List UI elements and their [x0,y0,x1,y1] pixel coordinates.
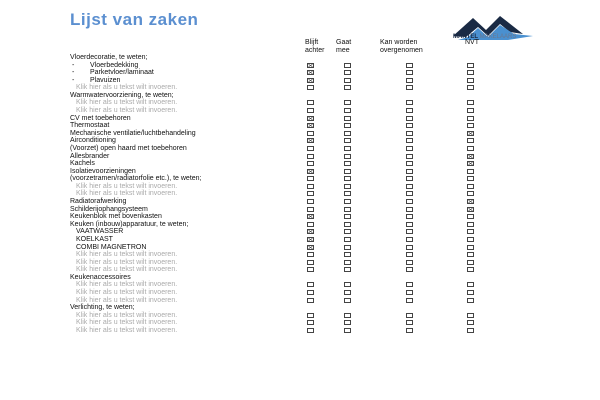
checkbox-kan-worden-overgenomen[interactable] [406,138,413,143]
checkbox-gaat-mee[interactable] [344,199,351,204]
item-label: CV met toebehoren [70,114,131,122]
checkbox-kan-worden-overgenomen[interactable] [406,252,413,257]
item-label: Thermostaat [70,122,110,130]
checkbox-nvt[interactable] [467,260,474,265]
checkbox-blijft-achter[interactable] [307,267,314,272]
checkbox-blijft-achter[interactable] [307,199,314,204]
text-input-placeholder[interactable]: Klik hier als u tekst wilt invoeren. [76,281,178,289]
checkbox-nvt[interactable] [467,138,474,143]
item-label: Allesbrander [70,152,110,160]
checkbox-gaat-mee[interactable] [344,100,351,105]
bullet-dash: - [72,69,75,77]
checkbox-gaat-mee[interactable] [344,131,351,136]
checkbox-nvt[interactable] [467,199,474,204]
page-title: Lijst van zaken [70,10,199,29]
checkbox-nvt[interactable] [467,207,474,212]
checkbox-nvt[interactable] [467,290,474,295]
checkbox-gaat-mee[interactable] [344,328,351,333]
checkbox-nvt[interactable] [467,123,474,128]
checkbox-nvt[interactable] [467,237,474,242]
checkbox-kan-worden-overgenomen[interactable] [406,222,413,227]
checkbox-gaat-mee[interactable] [344,298,351,303]
checkbox-kan-worden-overgenomen[interactable] [406,245,413,250]
item-label: Airconditioning [70,137,116,145]
checkbox-blijft-achter[interactable] [307,320,314,325]
checkbox-nvt[interactable] [467,161,474,166]
checkbox-gaat-mee[interactable] [344,222,351,227]
checkbox-gaat-mee[interactable] [344,63,351,68]
item-label: Isolatievoorzieningen [70,167,136,175]
checkbox-blijft-achter[interactable] [307,108,314,113]
checkbox-blijft-achter[interactable] [307,146,314,151]
checkbox-kan-worden-overgenomen[interactable] [406,176,413,181]
checkbox-nvt[interactable] [467,146,474,151]
checkbox-kan-worden-overgenomen[interactable] [406,313,413,318]
checkbox-blijft-achter[interactable] [307,290,314,295]
checkbox-nvt[interactable] [467,313,474,318]
checkbox-nvt[interactable] [467,131,474,136]
text-input-placeholder[interactable]: Klik hier als u tekst wilt invoeren. [76,84,178,92]
checkbox-blijft-achter[interactable] [307,245,314,250]
checkbox-nvt[interactable] [467,100,474,105]
checkbox-kan-worden-overgenomen[interactable] [406,267,413,272]
checkbox-kan-worden-overgenomen[interactable] [406,229,413,234]
checkbox-blijft-achter[interactable] [307,116,314,121]
checkbox-gaat-mee[interactable] [344,237,351,242]
text-input-placeholder[interactable]: Klik hier als u tekst wilt invoeren. [76,258,178,266]
checkbox-kan-worden-overgenomen[interactable] [406,63,413,68]
checkbox-gaat-mee[interactable] [344,138,351,143]
checkbox-nvt[interactable] [467,252,474,257]
column-header-nvt: NVT [465,39,479,46]
checkbox-kan-worden-overgenomen[interactable] [406,116,413,121]
checkbox-gaat-mee[interactable] [344,282,351,287]
checkbox-kan-worden-overgenomen[interactable] [406,191,413,196]
checkbox-gaat-mee[interactable] [344,290,351,295]
checkbox-blijft-achter[interactable] [307,184,314,189]
checkbox-gaat-mee[interactable] [344,169,351,174]
checkbox-kan-worden-overgenomen[interactable] [406,260,413,265]
checkbox-gaat-mee[interactable] [344,154,351,159]
checkbox-blijft-achter[interactable] [307,169,314,174]
checkbox-nvt[interactable] [467,78,474,83]
checkbox-nvt[interactable] [467,298,474,303]
item-label: VAATWASSER [76,228,124,236]
checkbox-nvt[interactable] [467,282,474,287]
item-label: COMBI MAGNETRON [76,243,147,251]
checkbox-kan-worden-overgenomen[interactable] [406,70,413,75]
item-label: Radiatorafwerking [70,198,127,206]
text-input-placeholder[interactable]: Klik hier als u tekst wilt invoeren. [76,266,178,274]
checkbox-blijft-achter[interactable] [307,229,314,234]
checkbox-nvt[interactable] [467,214,474,219]
checkbox-blijft-achter[interactable] [307,123,314,128]
checkbox-nvt[interactable] [467,267,474,272]
checkbox-gaat-mee[interactable] [344,161,351,166]
checkbox-blijft-achter[interactable] [307,78,314,83]
checkbox-gaat-mee[interactable] [344,191,351,196]
checkbox-gaat-mee[interactable] [344,85,351,90]
checkbox-kan-worden-overgenomen[interactable] [406,184,413,189]
checkbox-blijft-achter[interactable] [307,131,314,136]
checkbox-gaat-mee[interactable] [344,146,351,151]
checkbox-gaat-mee[interactable] [344,245,351,250]
item-label: - Plavuizen [72,76,121,84]
checkbox-blijft-achter[interactable] [307,313,314,318]
checkbox-gaat-mee[interactable] [344,116,351,121]
item-label: (Voorzet) open haard met toebehoren [70,144,187,152]
checkbox-gaat-mee[interactable] [344,70,351,75]
text-input-placeholder[interactable]: Klik hier als u tekst wilt invoeren. [76,107,178,115]
item-label: Verlichting, te weten; [70,304,135,312]
checkbox-blijft-achter[interactable] [307,260,314,265]
bullet-dash: - [72,61,75,69]
checkbox-gaat-mee[interactable] [344,207,351,212]
checkbox-blijft-achter[interactable] [307,70,314,75]
checkbox-blijft-achter[interactable] [307,63,314,68]
checkbox-gaat-mee[interactable] [344,108,351,113]
item-label: Keukenblok met bovenkasten [70,213,162,221]
item-label: KOELKAST [76,235,113,243]
checkbox-kan-worden-overgenomen[interactable] [406,85,413,90]
checkbox-nvt[interactable] [467,116,474,121]
checkbox-blijft-achter[interactable] [307,138,314,143]
checkbox-kan-worden-overgenomen[interactable] [406,146,413,151]
checkbox-blijft-achter[interactable] [307,85,314,90]
checkbox-kan-worden-overgenomen[interactable] [406,328,413,333]
text-input-placeholder[interactable]: Klik hier als u tekst wilt invoeren. [76,296,178,304]
checkbox-nvt[interactable] [467,222,474,227]
checkbox-blijft-achter[interactable] [307,222,314,227]
checkbox-kan-worden-overgenomen[interactable] [406,100,413,105]
column-header-kan-worden-overgenomen: Kan worden overgenomen [380,39,423,54]
checkbox-gaat-mee[interactable] [344,260,351,265]
checkbox-blijft-achter[interactable] [307,191,314,196]
checkbox-gaat-mee[interactable] [344,313,351,318]
item-label: Keuken (inbouw)apparatuur, te weten; [70,220,189,228]
text-input-placeholder[interactable]: Klik hier als u tekst wilt invoeren. [76,319,178,327]
checkbox-kan-worden-overgenomen[interactable] [406,154,413,159]
checkbox-nvt[interactable] [467,154,474,159]
checkbox-gaat-mee[interactable] [344,78,351,83]
checkbox-nvt[interactable] [467,229,474,234]
checkbox-gaat-mee[interactable] [344,267,351,272]
checkbox-nvt[interactable] [467,169,474,174]
list-item [0,327,600,335]
column-header-blijft-achter: Blijft achter [305,39,325,54]
checkbox-kan-worden-overgenomen[interactable] [406,108,413,113]
checkbox-blijft-achter[interactable] [307,282,314,287]
checkbox-kan-worden-overgenomen[interactable] [406,161,413,166]
checkbox-nvt[interactable] [467,108,474,113]
checkbox-gaat-mee[interactable] [344,214,351,219]
checkbox-nvt[interactable] [467,245,474,250]
checkbox-nvt[interactable] [467,184,474,189]
checkbox-kan-worden-overgenomen[interactable] [406,237,413,242]
checkbox-blijft-achter[interactable] [307,214,314,219]
checkbox-blijft-achter[interactable] [307,207,314,212]
checkbox-nvt[interactable] [467,63,474,68]
checkbox-blijft-achter[interactable] [307,328,314,333]
checkbox-blijft-achter[interactable] [307,154,314,159]
item-label: Mechanische ventilatie/luchtbehandeling [70,129,196,137]
checkbox-nvt[interactable] [467,320,474,325]
text-input-placeholder[interactable]: Klik hier als u tekst wilt invoeren. [76,99,178,107]
checkbox-blijft-achter[interactable] [307,298,314,303]
checkbox-kan-worden-overgenomen[interactable] [406,298,413,303]
logo-text: MANTEL MAKELAARS [453,34,517,40]
checkbox-kan-worden-overgenomen[interactable] [406,282,413,287]
checkbox-gaat-mee[interactable] [344,176,351,181]
text-input-placeholder[interactable]: Klik hier als u tekst wilt invoeren. [76,288,178,296]
checkbox-kan-worden-overgenomen[interactable] [406,123,413,128]
checkbox-nvt[interactable] [467,70,474,75]
item-label: - Vloerbedekking [72,61,139,69]
column-header-gaat-mee: Gaat mee [336,39,352,54]
checkbox-blijft-achter[interactable] [307,237,314,242]
checkbox-gaat-mee[interactable] [344,184,351,189]
checkbox-kan-worden-overgenomen[interactable] [406,131,413,136]
item-label: (voorzetramen/radiatorfolie etc.), te weten; [70,175,202,183]
checkbox-blijft-achter[interactable] [307,161,314,166]
checkbox-nvt[interactable] [467,85,474,90]
item-label: Kachels [70,160,95,168]
checkbox-blijft-achter[interactable] [307,176,314,181]
text-input-placeholder[interactable]: Klik hier als u tekst wilt invoeren. [76,251,178,259]
checkbox-kan-worden-overgenomen[interactable] [406,207,413,212]
text-input-placeholder[interactable]: Klik hier als u tekst wilt invoeren. [76,190,178,198]
item-label: Vloerdecoratie, te weten; [70,54,148,61]
checkbox-kan-worden-overgenomen[interactable] [406,169,413,174]
item-label: Warmwatervoorziening, te weten; [70,91,174,99]
text-input-placeholder[interactable]: Klik hier als u tekst wilt invoeren. [76,326,178,334]
text-input-placeholder[interactable]: Klik hier als u tekst wilt invoeren. [76,311,178,319]
checkbox-kan-worden-overgenomen[interactable] [406,290,413,295]
checkbox-gaat-mee[interactable] [344,320,351,325]
checkbox-nvt[interactable] [467,328,474,333]
checkbox-kan-worden-overgenomen[interactable] [406,320,413,325]
checkbox-gaat-mee[interactable] [344,229,351,234]
text-input-placeholder[interactable]: Klik hier als u tekst wilt invoeren. [76,182,178,190]
item-label: Keukenaccessoires [70,273,131,281]
checkbox-kan-worden-overgenomen[interactable] [406,199,413,204]
checkbox-nvt[interactable] [467,191,474,196]
checkbox-gaat-mee[interactable] [344,123,351,128]
checkbox-blijft-achter[interactable] [307,100,314,105]
bullet-dash: - [72,76,75,84]
checkbox-kan-worden-overgenomen[interactable] [406,214,413,219]
item-label: Schilderijophangsysteem [70,205,148,213]
item-label: - Parketvloer/laminaat [72,69,154,77]
checkbox-kan-worden-overgenomen[interactable] [406,78,413,83]
checkbox-blijft-achter[interactable] [307,252,314,257]
checkbox-gaat-mee[interactable] [344,252,351,257]
checkbox-nvt[interactable] [467,176,474,181]
